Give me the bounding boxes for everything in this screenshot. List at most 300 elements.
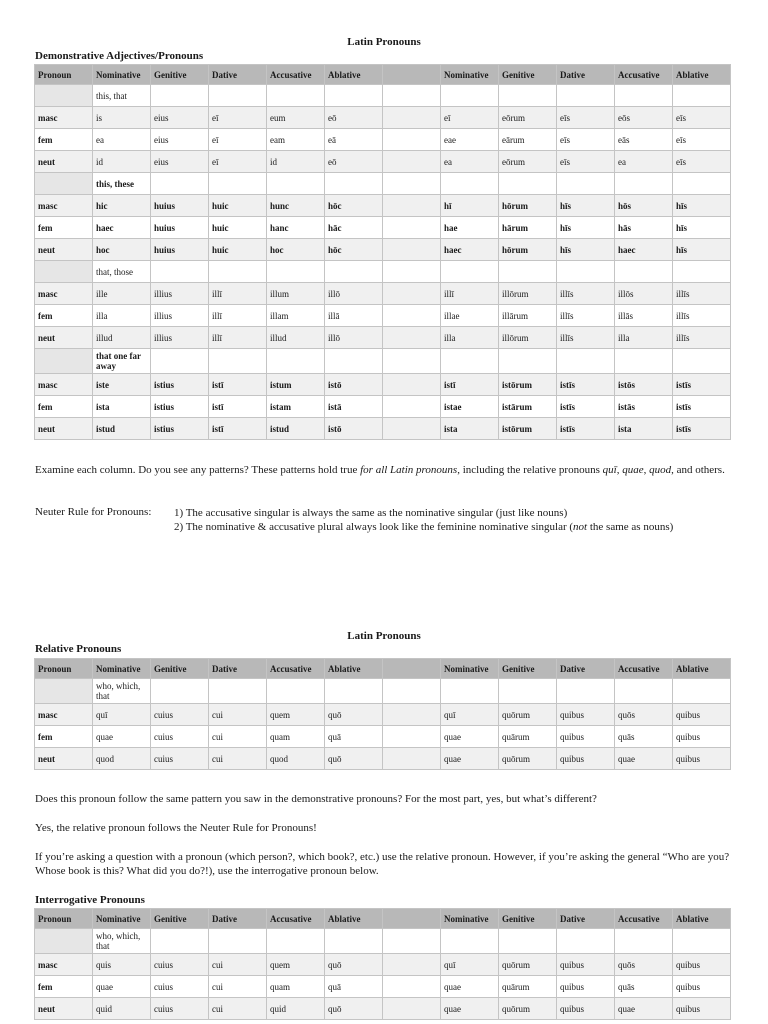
- form-cell: istīs: [673, 374, 731, 396]
- form-cell: cuius: [151, 998, 209, 1020]
- form-cell: ea: [441, 151, 499, 173]
- form-cell: eius: [151, 107, 209, 129]
- form-cell: quibus: [673, 748, 731, 770]
- gender-label: masc: [35, 195, 93, 217]
- empty-cell: [267, 929, 325, 954]
- empty-cell: [441, 173, 499, 195]
- empty-cell: [383, 261, 441, 283]
- column-header: Nominative: [441, 909, 499, 929]
- form-cell: hae: [441, 217, 499, 239]
- empty-cell: [267, 349, 325, 374]
- column-header: Genitive: [499, 659, 557, 679]
- form-cell: istīs: [673, 396, 731, 418]
- form-cell: istī: [209, 418, 267, 440]
- table-row: [35, 998, 731, 1020]
- form-cell: cui: [209, 726, 267, 748]
- column-header: Dative: [209, 65, 267, 85]
- table-row: [35, 954, 731, 976]
- column-header: Nominative: [93, 659, 151, 679]
- form-cell: illa: [615, 327, 673, 349]
- form-cell: quās: [615, 976, 673, 998]
- form-cell: istōrum: [499, 374, 557, 396]
- column-header: Accusative: [615, 909, 673, 929]
- form-cell: quibus: [673, 704, 731, 726]
- form-cell: haec: [93, 217, 151, 239]
- empty-cell: [267, 261, 325, 283]
- column-header: Genitive: [499, 65, 557, 85]
- form-cell: is: [93, 107, 151, 129]
- empty-cell: [441, 261, 499, 283]
- empty-cell: [499, 173, 557, 195]
- column-header: Ablative: [325, 659, 383, 679]
- form-cell: ea: [93, 129, 151, 151]
- form-cell: hoc: [93, 239, 151, 261]
- form-cell: istīs: [557, 374, 615, 396]
- form-cell: quae: [441, 726, 499, 748]
- form-cell: eōs: [615, 107, 673, 129]
- relative-table: [34, 658, 731, 770]
- form-cell: quam: [267, 726, 325, 748]
- form-cell: hāc: [325, 217, 383, 239]
- form-cell: istī: [441, 374, 499, 396]
- empty-cell: [557, 929, 615, 954]
- gender-label: neut: [35, 327, 93, 349]
- form-cell: eīs: [557, 107, 615, 129]
- form-cell: cui: [209, 976, 267, 998]
- form-cell: cuius: [151, 704, 209, 726]
- empty-cell: [325, 349, 383, 374]
- form-cell: ista: [441, 418, 499, 440]
- examine-text: Examine each column. Do you see any patterns? These patterns hold true: [35, 464, 361, 476]
- form-cell: id: [93, 151, 151, 173]
- form-cell: istā: [325, 396, 383, 418]
- form-cell: istō: [325, 418, 383, 440]
- empty-cell: [35, 261, 93, 283]
- form-cell: illī: [209, 283, 267, 305]
- form-cell: illī: [209, 327, 267, 349]
- column-header: Ablative: [673, 659, 731, 679]
- form-cell: quōs: [615, 704, 673, 726]
- form-cell: huic: [209, 217, 267, 239]
- form-cell: ea: [615, 151, 673, 173]
- form-cell: illīs: [557, 283, 615, 305]
- form-cell: quī: [441, 954, 499, 976]
- empty-cell: [673, 85, 731, 107]
- form-cell: quibus: [557, 998, 615, 1020]
- empty-cell: [35, 679, 93, 704]
- sep: ,: [616, 464, 623, 476]
- form-cell: quōrum: [499, 954, 557, 976]
- gender-label: neut: [35, 418, 93, 440]
- column-header: Accusative: [267, 659, 325, 679]
- form-cell: huic: [209, 195, 267, 217]
- meaning-cell: that one far away: [93, 349, 151, 374]
- column-header: Accusative: [267, 909, 325, 929]
- form-cell: eī: [209, 107, 267, 129]
- form-cell: illīs: [673, 327, 731, 349]
- empty-cell: [383, 173, 441, 195]
- section-heading-demonstrative: Demonstrative Adjectives/Pronouns: [35, 50, 204, 62]
- column-header: Nominative: [441, 65, 499, 85]
- form-cell: quem: [267, 704, 325, 726]
- table-row: [35, 748, 731, 770]
- empty-cell: [383, 85, 441, 107]
- form-cell: istī: [209, 396, 267, 418]
- form-cell: illius: [151, 283, 209, 305]
- empty-cell: [267, 85, 325, 107]
- form-cell: illōrum: [499, 283, 557, 305]
- empty-cell: [151, 929, 209, 954]
- empty-cell: [383, 976, 441, 998]
- form-cell: istīs: [557, 396, 615, 418]
- form-cell: eārum: [499, 129, 557, 151]
- empty-cell: [151, 349, 209, 374]
- meaning-row: [35, 679, 731, 704]
- form-cell: eum: [267, 107, 325, 129]
- table-row: [35, 107, 731, 129]
- form-cell: hīs: [557, 239, 615, 261]
- form-cell: ille: [93, 283, 151, 305]
- form-cell: cui: [209, 748, 267, 770]
- gender-label: masc: [35, 107, 93, 129]
- meaning-row: [35, 85, 731, 107]
- form-cell: eī: [209, 129, 267, 151]
- form-cell: huius: [151, 239, 209, 261]
- empty-cell: [557, 173, 615, 195]
- form-cell: istīs: [557, 418, 615, 440]
- empty-cell: [383, 704, 441, 726]
- table-row: [35, 374, 731, 396]
- form-cell: istī: [209, 374, 267, 396]
- form-cell: eīs: [557, 151, 615, 173]
- form-cell: hic: [93, 195, 151, 217]
- form-cell: quae: [441, 998, 499, 1020]
- form-cell: id: [267, 151, 325, 173]
- gender-label: neut: [35, 151, 93, 173]
- form-cell: haec: [615, 239, 673, 261]
- gender-label: neut: [35, 239, 93, 261]
- form-cell: istius: [151, 374, 209, 396]
- column-header: Accusative: [615, 659, 673, 679]
- meaning-row: [35, 349, 731, 374]
- form-cell: eam: [267, 129, 325, 151]
- table-row: [35, 305, 731, 327]
- empty-cell: [383, 679, 441, 704]
- empty-cell: [673, 929, 731, 954]
- form-cell: quae: [441, 976, 499, 998]
- empty-cell: [441, 929, 499, 954]
- form-cell: hīs: [673, 195, 731, 217]
- form-cell: eī: [441, 107, 499, 129]
- form-cell: cui: [209, 998, 267, 1020]
- header-row: [35, 65, 731, 85]
- rule-2-text: 2) The nominative & accusative plural always look like the feminine nominative singular (: [174, 521, 574, 533]
- table-row: [35, 327, 731, 349]
- form-cell: ista: [615, 418, 673, 440]
- word-qui: quī: [602, 464, 617, 476]
- empty-cell: [151, 173, 209, 195]
- empty-cell: [383, 283, 441, 305]
- form-cell: quōs: [615, 954, 673, 976]
- table-row: [35, 976, 731, 998]
- relative-question: Does this pronoun follow the same pattern you saw in the demonstrative pronouns? For the most part, yes, but what’s different?: [35, 793, 597, 805]
- empty-cell: [209, 173, 267, 195]
- form-cell: quae: [93, 976, 151, 998]
- empty-cell: [383, 748, 441, 770]
- form-cell: eīs: [557, 129, 615, 151]
- gender-label: fem: [35, 305, 93, 327]
- table-row: [35, 195, 731, 217]
- empty-cell: [383, 954, 441, 976]
- form-cell: quōrum: [499, 748, 557, 770]
- section-heading-interrogative: Interrogative Pronouns: [35, 894, 145, 906]
- form-cell: huius: [151, 217, 209, 239]
- form-cell: quem: [267, 954, 325, 976]
- neuter-rule-label: Neuter Rule for Pronouns:: [35, 506, 152, 518]
- form-cell: quae: [615, 748, 673, 770]
- empty-cell: [673, 261, 731, 283]
- form-cell: quae: [615, 998, 673, 1020]
- table-row: [35, 283, 731, 305]
- form-cell: hārum: [499, 217, 557, 239]
- form-cell: huic: [209, 239, 267, 261]
- header-row: [35, 659, 731, 679]
- form-cell: illās: [615, 305, 673, 327]
- form-cell: istōrum: [499, 418, 557, 440]
- form-cell: illā: [325, 305, 383, 327]
- rule-2-emphasis: not: [573, 521, 588, 533]
- form-cell: istae: [441, 396, 499, 418]
- form-cell: quibus: [673, 954, 731, 976]
- empty-cell: [35, 349, 93, 374]
- form-cell: hōc: [325, 239, 383, 261]
- form-cell: hīs: [557, 195, 615, 217]
- column-header: Genitive: [151, 659, 209, 679]
- empty-cell: [325, 261, 383, 283]
- column-header: Ablative: [673, 65, 731, 85]
- empty-cell: [383, 195, 441, 217]
- form-cell: haec: [441, 239, 499, 261]
- empty-cell: [383, 998, 441, 1020]
- column-header: Dative: [209, 659, 267, 679]
- examine-text-end: , and others.: [671, 464, 725, 476]
- column-header: Dative: [557, 659, 615, 679]
- empty-cell: [35, 929, 93, 954]
- form-cell: illī: [209, 305, 267, 327]
- form-cell: quārum: [499, 726, 557, 748]
- empty-cell: [209, 349, 267, 374]
- empty-cell: [383, 239, 441, 261]
- form-cell: cuius: [151, 726, 209, 748]
- form-cell: quod: [93, 748, 151, 770]
- form-cell: quis: [93, 954, 151, 976]
- form-cell: eius: [151, 151, 209, 173]
- empty-cell: [557, 261, 615, 283]
- empty-cell: [499, 679, 557, 704]
- form-cell: illa: [441, 327, 499, 349]
- form-cell: quibus: [673, 998, 731, 1020]
- column-header: Nominative: [93, 909, 151, 929]
- empty-cell: [499, 261, 557, 283]
- empty-cell: [499, 349, 557, 374]
- column-header: [383, 65, 441, 85]
- column-header: Pronoun: [35, 65, 93, 85]
- form-cell: quibus: [557, 748, 615, 770]
- empty-cell: [267, 679, 325, 704]
- form-cell: eī: [209, 151, 267, 173]
- form-cell: illa: [93, 305, 151, 327]
- demonstrative-table: [34, 64, 731, 440]
- column-header: [383, 909, 441, 929]
- gender-label: fem: [35, 976, 93, 998]
- form-cell: quid: [93, 998, 151, 1020]
- meaning-cell: this, that: [93, 85, 151, 107]
- form-cell: hoc: [267, 239, 325, 261]
- empty-cell: [615, 173, 673, 195]
- form-cell: eius: [151, 129, 209, 151]
- relative-answer: Yes, the relative pronoun follows the Neuter Rule for Pronouns!: [35, 822, 317, 834]
- gender-label: masc: [35, 283, 93, 305]
- empty-cell: [383, 929, 441, 954]
- form-cell: illīs: [557, 305, 615, 327]
- form-cell: eīs: [673, 129, 731, 151]
- form-cell: eae: [441, 129, 499, 151]
- column-header: Genitive: [151, 65, 209, 85]
- neuter-rule-2: [174, 520, 673, 534]
- examine-emphasis: for all Latin pronouns: [360, 464, 458, 476]
- form-cell: istum: [267, 374, 325, 396]
- sep: ,: [643, 464, 650, 476]
- empty-cell: [325, 679, 383, 704]
- column-header: Ablative: [325, 909, 383, 929]
- form-cell: quibus: [557, 954, 615, 976]
- table-row: [35, 239, 731, 261]
- empty-cell: [383, 726, 441, 748]
- form-cell: hunc: [267, 195, 325, 217]
- section-heading-relative: Relative Pronouns: [35, 643, 122, 655]
- meaning-row: [35, 929, 731, 954]
- form-cell: illius: [151, 305, 209, 327]
- form-cell: istōs: [615, 374, 673, 396]
- table-row: [35, 129, 731, 151]
- column-header: Dative: [557, 65, 615, 85]
- empty-cell: [499, 929, 557, 954]
- word-quod: quod: [649, 464, 672, 476]
- form-cell: illam: [267, 305, 325, 327]
- column-header: Ablative: [673, 909, 731, 929]
- table-row: [35, 704, 731, 726]
- form-cell: istās: [615, 396, 673, 418]
- form-cell: quō: [325, 704, 383, 726]
- form-cell: illum: [267, 283, 325, 305]
- empty-cell: [615, 679, 673, 704]
- form-cell: quōrum: [499, 998, 557, 1020]
- form-cell: illius: [151, 327, 209, 349]
- empty-cell: [325, 929, 383, 954]
- form-cell: quōrum: [499, 704, 557, 726]
- form-cell: eā: [325, 129, 383, 151]
- empty-cell: [209, 679, 267, 704]
- form-cell: illī: [441, 283, 499, 305]
- gender-label: neut: [35, 998, 93, 1020]
- empty-cell: [383, 396, 441, 418]
- form-cell: istārum: [499, 396, 557, 418]
- form-cell: hōc: [325, 195, 383, 217]
- form-cell: quibus: [673, 976, 731, 998]
- gender-label: masc: [35, 704, 93, 726]
- empty-cell: [151, 679, 209, 704]
- form-cell: cuius: [151, 954, 209, 976]
- empty-cell: [557, 679, 615, 704]
- form-cell: hīs: [673, 239, 731, 261]
- empty-cell: [499, 85, 557, 107]
- gender-label: fem: [35, 129, 93, 151]
- meaning-row: [35, 173, 731, 195]
- form-cell: illud: [93, 327, 151, 349]
- column-header: Genitive: [151, 909, 209, 929]
- form-cell: illud: [267, 327, 325, 349]
- form-cell: quod: [267, 748, 325, 770]
- empty-cell: [441, 679, 499, 704]
- form-cell: hī: [441, 195, 499, 217]
- column-header: Dative: [209, 909, 267, 929]
- table-row: [35, 151, 731, 173]
- gender-label: masc: [35, 954, 93, 976]
- gender-label: neut: [35, 748, 93, 770]
- form-cell: istam: [267, 396, 325, 418]
- word-quae: quae: [622, 464, 644, 476]
- form-cell: quī: [441, 704, 499, 726]
- form-cell: ista: [93, 396, 151, 418]
- form-cell: iste: [93, 374, 151, 396]
- form-cell: quī: [93, 704, 151, 726]
- form-cell: illīs: [557, 327, 615, 349]
- form-cell: eō: [325, 151, 383, 173]
- form-cell: illōs: [615, 283, 673, 305]
- empty-cell: [615, 85, 673, 107]
- empty-cell: [151, 85, 209, 107]
- page-title-2: Latin Pronouns: [347, 630, 421, 642]
- column-header: Dative: [557, 909, 615, 929]
- empty-cell: [615, 929, 673, 954]
- neuter-rule-1: 1) The accusative singular is always the same as the nominative singular (just like nouns): [174, 507, 568, 519]
- empty-cell: [673, 349, 731, 374]
- meaning-cell: that, those: [93, 261, 151, 283]
- form-cell: cui: [209, 954, 267, 976]
- meaning-cell: who, which, that: [93, 679, 151, 704]
- form-cell: quās: [615, 726, 673, 748]
- form-cell: hās: [615, 217, 673, 239]
- table-row: [35, 217, 731, 239]
- form-cell: quibus: [557, 726, 615, 748]
- meaning-cell: who, which, that: [93, 929, 151, 954]
- form-cell: quam: [267, 976, 325, 998]
- column-header: Pronoun: [35, 659, 93, 679]
- form-cell: istud: [93, 418, 151, 440]
- form-cell: eīs: [673, 107, 731, 129]
- relative-explanation: If you’re asking a question with a pronoun (which person?, which book?, etc.) use the relative pronoun. However, if you’re asking the general “Who are you? Whose book is this? What did you do?!), use the interrogative pronoun below.: [35, 851, 730, 877]
- form-cell: istīs: [673, 418, 731, 440]
- examine-text-b: , including the relative pronouns: [457, 464, 603, 476]
- empty-cell: [441, 85, 499, 107]
- column-header: Nominative: [93, 65, 151, 85]
- gender-label: fem: [35, 726, 93, 748]
- column-header: Accusative: [615, 65, 673, 85]
- form-cell: eō: [325, 107, 383, 129]
- form-cell: hōrum: [499, 195, 557, 217]
- form-cell: istud: [267, 418, 325, 440]
- form-cell: hōrum: [499, 239, 557, 261]
